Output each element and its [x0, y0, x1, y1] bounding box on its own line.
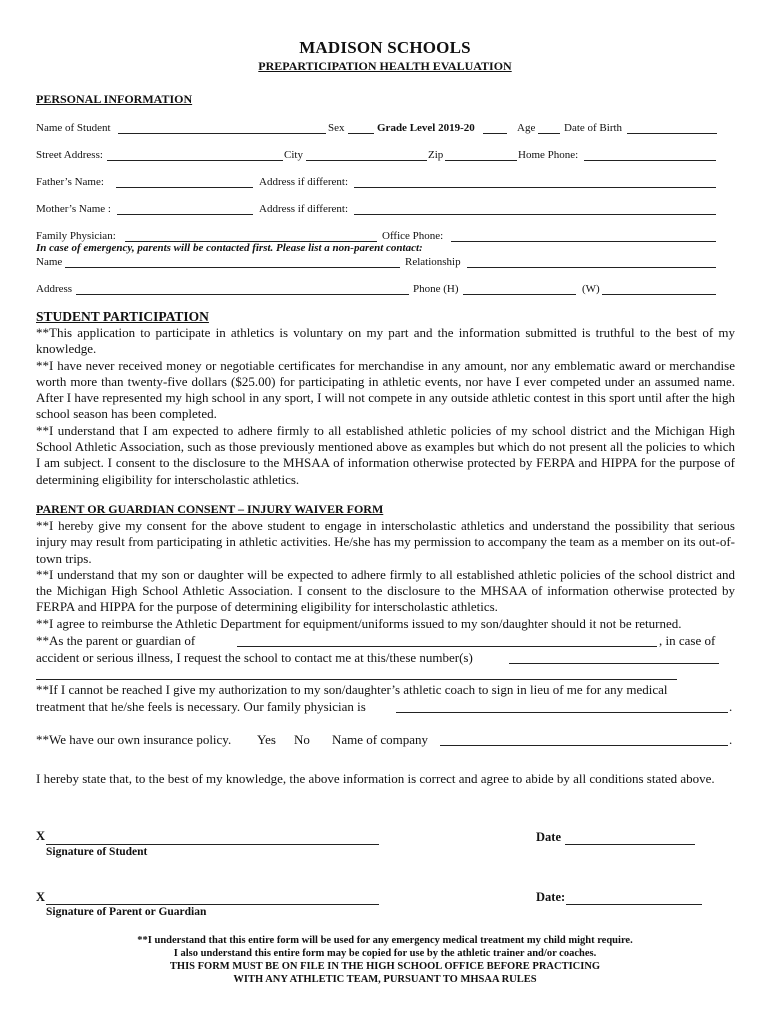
contact-address-field[interactable]: [76, 294, 409, 295]
authorization-row: [36, 682, 735, 699]
name-of-student-field[interactable]: [118, 133, 326, 134]
zip-field[interactable]: [445, 160, 517, 161]
personal-info-heading: PERSONAL INFORMATION: [36, 92, 193, 106]
insurance-no-option[interactable]: No: [294, 732, 310, 747]
address-row: [36, 149, 736, 163]
phone-h-label: Phone (H): [413, 283, 459, 295]
footer-note-2: I also understand this entire form may be copied for use by the athletic trainer and/or coaches.: [173, 948, 597, 959]
relationship-field[interactable]: [467, 267, 716, 268]
student-participation-heading: STUDENT PARTICIPATION: [36, 309, 209, 324]
date-of-birth-field[interactable]: [627, 133, 717, 134]
contact-numbers-field[interactable]: [509, 663, 719, 664]
contact-address-label: Address: [36, 283, 73, 295]
street-address-field[interactable]: [107, 160, 283, 161]
family-physician-consent-label: treatment that he/she feels is necessary. Our family physician is: [36, 699, 366, 714]
family-physician-consent-field[interactable]: [396, 712, 728, 713]
authorization-text: **If I cannot be reached I give my authorization to my son/daughter’s athletic coach to sign in lieu of me for any medical: [36, 682, 668, 697]
consent-heading: PARENT OR GUARDIAN CONSENT – INJURY WAIVER FORM: [36, 502, 384, 516]
fathers-name-label: Father’s Name:: [36, 176, 104, 188]
mother-address-label: Address if different:: [259, 203, 348, 215]
in-case-of-label: , in case of: [659, 633, 716, 648]
contact-numbers-label: accident or serious illness, I request the school to contact me at this/these number(s): [36, 650, 473, 665]
student-signature-field[interactable]: [46, 844, 379, 845]
footer-note-3: THIS FORM MUST BE ON FILE IN THE HIGH SCHOOL OFFICE BEFORE PRACTICING: [169, 961, 601, 972]
office-phone-label: Office Phone:: [382, 230, 444, 242]
emergency-contact-row: [36, 256, 736, 270]
phone-w-field[interactable]: [602, 294, 716, 295]
participation-paragraph-3: **I understand that I am expected to adhere firmly to all established athletic policies of my school district and the Michigan High School Athletic Association, such as those previously mentioned above as examples but which do not present all the policies to which I am subject. I consent to the disclosure to the MHSAA of information otherwise protected by FERPA and HIPPA for the purpose of determining eligibility for interscholastic athletics.: [36, 422, 735, 487]
physician-consent-row: treatment that he/she feels is necessary. Our family physician is .: [36, 699, 733, 714]
parent-date-field[interactable]: [566, 904, 702, 905]
grade-level-label: Grade Level 2019-20: [377, 122, 475, 134]
parent-date-label: Date:: [536, 890, 566, 904]
student-date-field[interactable]: [565, 844, 695, 845]
fathers-name-field[interactable]: [116, 187, 253, 188]
guardian-of-field[interactable]: [237, 646, 657, 647]
grade-level-field[interactable]: [483, 133, 507, 134]
sex-label: Sex: [328, 122, 345, 134]
company-field[interactable]: [440, 745, 728, 746]
zip-label: Zip: [428, 149, 444, 161]
guardian-of-label: **As the parent or guardian of: [36, 633, 196, 648]
page-subtitle: PREPARTICIPATION HEALTH EVALUATION: [258, 59, 512, 73]
consent-text: [36, 518, 735, 632]
parent-signature-label: Signature of Parent or Guardian: [46, 906, 207, 918]
city-label: City: [284, 149, 303, 161]
consent-paragraph-3: **I agree to reimburse the Athletic Department for equipment/uniforms issued to my son/daughter should it not be returned.: [36, 615, 682, 631]
mother-row: [36, 203, 736, 217]
name-of-student-label: Name of Student: [36, 122, 111, 134]
contact-name-field[interactable]: [65, 267, 400, 268]
participation-paragraph-2: **I have never received money or negotiable certificates for merchandise in any amount, nor any emblematic award or merchandise worth more than twenty-five dollars ($25.00) for participating in athletic events, nor have I ever competed under an assumed name. After I have represented my high school in any sport, I will not compete in any outside athletic contest in this sport until after the high school season has been completed.: [36, 357, 735, 422]
home-phone-field[interactable]: [584, 160, 716, 161]
contact-numbers-field-2[interactable]: [36, 679, 677, 680]
student-info-row: [36, 122, 736, 136]
age-label: Age: [517, 122, 536, 134]
age-field[interactable]: [538, 133, 560, 134]
mothers-name-label: Mother’s Name :: [36, 203, 111, 215]
statement: [36, 771, 735, 787]
father-row: [36, 176, 736, 190]
street-address-label: Street Address:: [36, 149, 103, 161]
emergency-note: [36, 242, 736, 256]
insurance-yes-option[interactable]: Yes: [257, 732, 276, 747]
sex-field[interactable]: [348, 133, 374, 134]
emergency-note-text: In case of emergency, parents will be contacted first. Please list a non-parent contact:: [36, 242, 423, 254]
student-participation-text: [36, 325, 735, 488]
city-field[interactable]: [306, 160, 427, 161]
guardian-of-row: [36, 633, 735, 650]
consent-paragraph-1: **I hereby give my consent for the above student to engage in interscholastic athletics and understand the possibility that serious injury may result from participating in athletic activities. He/she has my permission to accompany the team as a member on its out-of-town trips.: [36, 518, 735, 566]
footer-note-1: **I understand that this entire form will be used for any emergency medical treatment my child might require.: [137, 935, 633, 946]
consent-paragraph-2: **I understand that my son or daughter will be expected to adhere firmly to all established athletic policies of the school district and the Michigan High School Athletic Association. I consent to the disclosure to the MHSAA of information otherwise protected by FERPA and HIPPA for the purpose of determining eligibility for interscholastic athletics.: [36, 566, 735, 615]
contact-numbers-row: [36, 650, 735, 667]
phone-h-field[interactable]: [463, 294, 576, 295]
participation-paragraph-1: **This application to participate in athletics is voluntary on my part and the information submitted is truthful to the best of my knowledge.: [36, 325, 735, 357]
student-signature-x: X: [36, 829, 46, 843]
contact-name-label: Name: [36, 256, 63, 268]
statement-text: I hereby state that, to the best of my knowledge, the above information is correct and agree to abide by all conditions stated above.: [36, 771, 715, 786]
phone-w-label: (W): [582, 283, 600, 295]
home-phone-label: Home Phone:: [518, 149, 579, 161]
student-signature-label: Signature of Student: [46, 846, 148, 858]
insurance-row: **We have our own insurance policy. Yes No Name of company .: [36, 732, 733, 747]
parent-signature-x: X: [36, 890, 46, 904]
footer-note-4: WITH ANY ATHLETIC TEAM, PURSUANT TO MHSAA RULES: [233, 974, 537, 985]
page-title: MADISON SCHOOLS: [299, 38, 471, 57]
contact-address-row: [36, 283, 736, 297]
parent-signature-field[interactable]: [46, 904, 379, 905]
date-of-birth-label: Date of Birth: [564, 122, 623, 134]
mother-address-field[interactable]: [354, 214, 716, 215]
family-physician-label: Family Physician:: [36, 230, 116, 242]
father-address-label: Address if different:: [259, 176, 348, 188]
relationship-label: Relationship: [405, 256, 461, 268]
company-label: Name of company: [332, 732, 429, 747]
student-date-label: Date: [536, 830, 561, 844]
father-address-field[interactable]: [354, 187, 716, 188]
insurance-label: **We have our own insurance policy.: [36, 732, 232, 747]
mothers-name-field[interactable]: [117, 214, 253, 215]
